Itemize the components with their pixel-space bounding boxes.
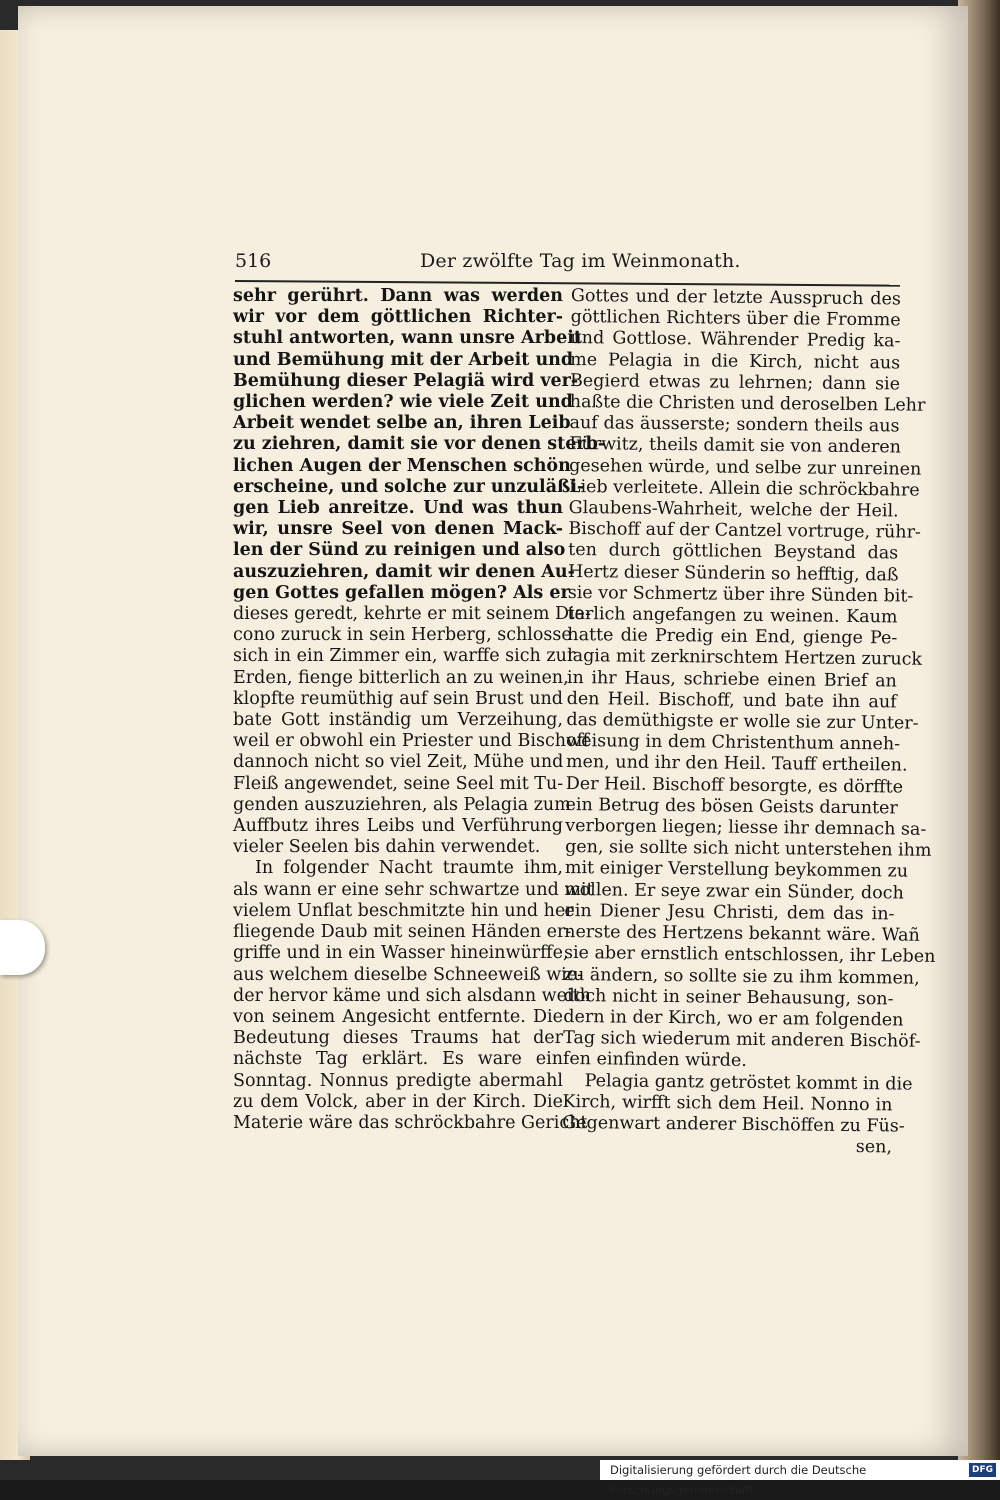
- text-line: ein Betrug des bösen Geists darunter: [565, 794, 898, 819]
- text-line: Lieb verleitete. Allein die schröckbahre: [568, 476, 920, 501]
- text-line: wir, unsre Seel von denen Mack-: [233, 519, 563, 540]
- text-line: weil er obwohl ein Priester und Bischoff: [233, 731, 590, 752]
- text-line: gen Gottes gefallen mögen? Als er: [233, 582, 570, 603]
- text-line: Materie wäre das schröckbahre Gericht: [233, 1112, 588, 1133]
- text-line: und Gottlose. Währender Predig ka-: [570, 328, 901, 352]
- text-line: Hertz dieser Sünderin so hefftig, daß: [567, 561, 899, 586]
- text-line: dieses geredt, kehrte er mit seinem Dia-: [233, 604, 591, 625]
- text-line: Auffbutz ihres Leibs und Verführung: [233, 816, 563, 837]
- text-line: lagia mit zerknirschtem Hertzen zuruck: [567, 646, 923, 671]
- footer-bar: [600, 1460, 1000, 1497]
- text-line: auszuziehren, damit wir denen Au-: [233, 561, 575, 582]
- text-line: göttlichen Richters über die Fromme: [570, 307, 901, 331]
- text-line: wir vor dem göttlichen Richter-: [233, 307, 563, 328]
- text-line: stuhl antworten, wann unsre Arbeit: [233, 328, 582, 349]
- text-line: glichen werden? wie viele Zeit und: [233, 392, 573, 413]
- text-line: bate Gott inständig um Verzeihung,: [233, 710, 563, 731]
- text-line: Tag sich wiederum mit anderen Bischöf-: [563, 1028, 921, 1052]
- text-line: sie aber ernstlich entschlossen, ihr Leben: [563, 943, 936, 968]
- text-line: me Pelagia in die Kirch, nicht aus: [570, 349, 901, 374]
- text-line: auf das äusserste; sondern theils aus: [569, 413, 900, 437]
- text-line: in ihr Haus, schriebe einen Brief an: [566, 667, 897, 692]
- text-line: genden auszuziehren, als Pelagia zum: [233, 794, 571, 815]
- text-column-left: [233, 286, 606, 1134]
- text-line: lichen Augen der Menschen schön: [233, 455, 571, 476]
- text-line: der hervor käme und sich alsdann weith: [233, 985, 591, 1006]
- text-line: len der Sünd zu reinigen und also: [233, 540, 566, 561]
- text-line: Begierd etwas zu lehrnen; dann sie: [569, 370, 901, 395]
- text-line: das demüthigste er wolle sie zur Unter-: [566, 710, 919, 734]
- dfg-logo: DFG: [969, 1463, 996, 1477]
- page-header: [235, 250, 900, 280]
- text-line: Kirch, wirfft sich dem Heil. Nonno in: [562, 1091, 893, 1116]
- text-line: haßte die Christen und deroselben Lehr: [569, 392, 926, 416]
- text-line: mit einiger Verstellung beykommen zu: [564, 858, 909, 883]
- text-line: erscheine, und solche zur unzuläßi-: [233, 476, 585, 497]
- text-line: Sonntag. Nonnus predigte abermahl: [233, 1070, 563, 1091]
- text-line: hatte die Predig ein End, gienge Pe-: [567, 625, 898, 649]
- text-line: zu ziehren, damit sie vor denen sterb-: [233, 434, 606, 455]
- text-line: dern in der Kirch, wo er am folgenden: [563, 1006, 904, 1031]
- text-line: vieler Seelen bis dahin verwendet.: [233, 837, 541, 858]
- footer-credit: Digitalisierung gefördert durch die Deutsche Forschungsgemeinschaft: [610, 1463, 867, 1497]
- text-line: Erden, fienge bitterlich an zu weinen,: [233, 667, 569, 688]
- text-line: cono zuruck in sein Herberg, schlosse: [233, 625, 572, 646]
- text-line: aus welchem dieselbe Schneeweiß wie-: [233, 964, 584, 985]
- text-line: fliegende Daub mit seinen Händen er-: [233, 922, 572, 943]
- text-line: doch nicht in seiner Behausung, son-: [563, 985, 894, 1010]
- text-line: fen einfinden würde.: [562, 1049, 747, 1072]
- text-line: und Bemühung mit der Arbeit und: [233, 349, 574, 370]
- text-line: Gottes und der letzte Ausspruch des: [570, 286, 901, 310]
- text-line: Fürwitz, theils damit sie von anderen: [569, 434, 901, 458]
- text-line: sich in ein Zimmer ein, warffe sich zur: [233, 646, 576, 667]
- text-line: Pelagia gantz getröstet kommt in die: [584, 1070, 913, 1095]
- text-line: zu dem Volck, aber in der Kirch. Die: [233, 1091, 563, 1112]
- text-line: ten durch göttlichen Beystand das: [568, 540, 899, 564]
- text-line: griffe und in ein Wasser hineinwürffe,: [233, 943, 569, 964]
- text-line: In folgender Nacht traumte ihm,: [255, 858, 563, 879]
- text-line: men, und ihr den Heil. Tauff ertheilen.: [565, 752, 908, 777]
- text-line: nerste des Hertzens bekannt wäre. Wañ: [564, 922, 920, 946]
- text-line: Bedeutung dieses Traums hat der: [233, 1028, 563, 1049]
- text-line: als wann er eine sehr schwartze und mit: [233, 879, 594, 900]
- text-line: Gegenwart anderer Bischöffen zu Füs-: [562, 1112, 905, 1137]
- text-line: Bischoff auf der Cantzel vortruge, rühr-: [568, 519, 922, 543]
- page-number: 516: [235, 250, 272, 272]
- text-line: terlich angefangen zu weinen. Kaum: [567, 604, 898, 628]
- text-line: sehr gerührt. Dann was werden: [233, 286, 563, 306]
- text-line: zu ändern, so sollte sie zu ihm kommen,: [563, 964, 920, 989]
- text-line: Bemühung dieser Pelagiä wird ver-: [233, 370, 579, 391]
- text-line: weisung in dem Christenthum anneh-: [566, 731, 901, 755]
- text-line: nächste Tag erklärt. Es ware ein: [233, 1049, 563, 1070]
- text-line: gesehen würde, und selbe zur unreinen: [569, 455, 922, 480]
- text-line: ein Diener Jesu Christi, dem das in-: [564, 900, 895, 925]
- text-line: den Heil. Bischoff, und bate ihn auf: [566, 688, 897, 713]
- text-line: Der Heil. Bischoff besorgte, es dörffte: [565, 773, 904, 798]
- text-column-right: [562, 286, 936, 1159]
- text-line: klopfte reumüthig auf sein Brust und: [233, 688, 563, 709]
- text-line: sen,: [855, 1137, 893, 1158]
- text-line: gen, sie sollte sich nicht unterstehen ihm: [565, 837, 932, 862]
- text-line: verborgen liegen; liesse ihr demnach sa-: [565, 816, 927, 840]
- text-line: Glaubens-Wahrheit, welche der Heil.: [568, 498, 899, 522]
- text-line: sie vor Schmertz über ihre Sünden bit-: [567, 582, 914, 607]
- running-head: Der zwölfte Tag im Weinmonath.: [420, 250, 741, 272]
- text-line: wollen. Er seye zwar ein Sünder, doch: [564, 879, 904, 904]
- text-line: Fleiß angewendet, seine Seel mit Tu-: [233, 773, 564, 794]
- text-line: von seinem Angesicht entfernte. Die: [233, 1006, 563, 1027]
- text-line: Arbeit wendet selbe an, ihren Leib: [233, 413, 571, 434]
- text-line: vielem Unflat beschmitzte hin und her: [233, 900, 574, 921]
- text-line: gen Lieb anreitze. Und was thun: [233, 498, 563, 519]
- text-line: dannoch nicht so viel Zeit, Mühe und: [233, 752, 564, 773]
